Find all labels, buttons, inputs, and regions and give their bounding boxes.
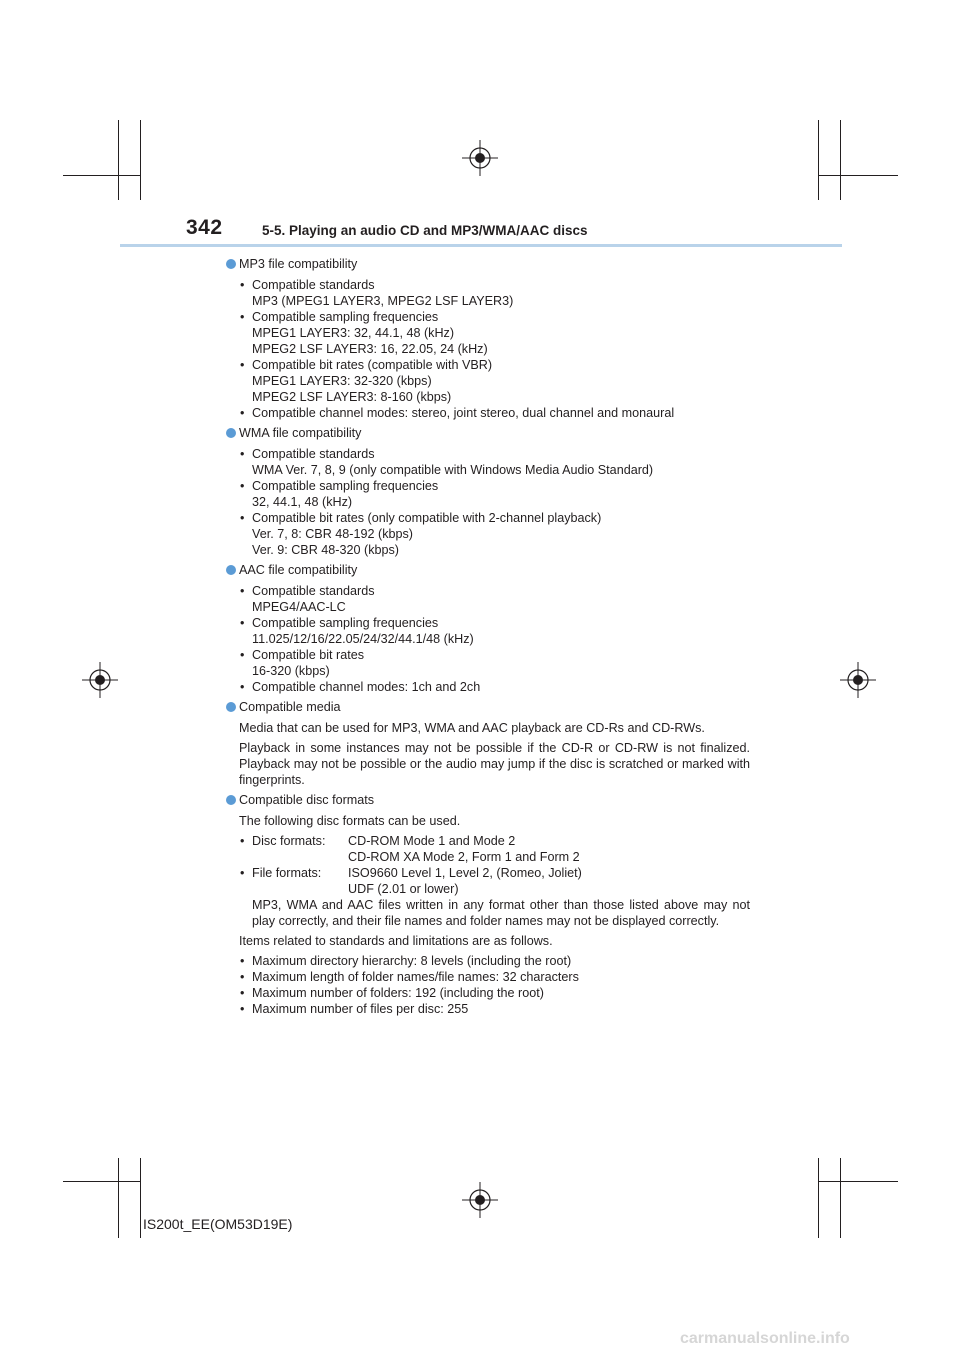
section-title: 5-5. Playing an audio CD and MP3/WMA/AAC discs (262, 223, 588, 238)
crop-mark (818, 1158, 819, 1238)
item-label: Compatible bit rates (compatible with VBR) (252, 358, 493, 372)
list-item: • Compatible standards WMA Ver. 7, 8, 9 (only compatible with Windows Media Audio Standard) (239, 446, 750, 478)
page-number: 342 (186, 216, 223, 239)
item-value: MPEG4/AAC-LC (252, 600, 346, 614)
item-value: MPEG2 LSF LAYER3: 16, 22.05, 24 (kHz) (252, 342, 488, 356)
list-item: • Compatible bit rates (only compatible with 2-channel playback) Ver. 7, 8: CBR 48-192 (kbps) Ver. 9: CBR 48-320 (kbps) (239, 510, 750, 558)
section-disc-formats (224, 792, 750, 1017)
crop-mark (818, 1181, 898, 1182)
list-item: • Compatible standards MPEG4/AAC-LC (239, 583, 750, 615)
paragraph: Items related to standards and limitations are as follows. (239, 934, 553, 948)
item-value: 16-320 (kbps) (252, 664, 330, 678)
item-label: Compatible standards (252, 278, 375, 292)
list-item: • Compatible channel modes: stereo, joint stereo, dual channel and monaural (239, 405, 750, 421)
limit-text: Maximum length of folder names/file names: 32 characters (252, 970, 579, 984)
watermark: carmanualsonline.info (680, 1330, 850, 1347)
registration-mark-icon (462, 1182, 498, 1218)
file-formats-label: File formats: (252, 866, 322, 880)
crop-mark (140, 1158, 141, 1238)
registration-mark-icon (462, 140, 498, 176)
crop-mark (140, 120, 141, 200)
list-item: • Compatible standards MP3 (MPEG1 LAYER3, MPEG2 LSF LAYER3) (239, 277, 750, 309)
bullet-dot-icon (226, 565, 236, 575)
section-title: Compatible disc formats (239, 793, 375, 807)
paragraph: The following disc formats can be used. (239, 814, 461, 828)
list-item: • Compatible sampling frequencies 32, 44.1, 48 (kHz) (239, 478, 750, 510)
document-code: IS200t_EE(OM53D19E) (143, 1216, 293, 1232)
list-item: • Compatible sampling frequencies MPEG1 LAYER3: 32, 44.1, 48 (kHz) MPEG2 LSF LAYER3: 16, 22.05, 24 (kHz) (239, 309, 750, 357)
item-value: WMA Ver. 7, 8, 9 (only compatible with Windows Media Audio Standard) (252, 463, 654, 477)
list-item: • Maximum length of folder names/file names: 32 characters (240, 970, 579, 984)
file-formats-value: UDF (2.01 or lower) (348, 882, 459, 896)
list-item: • Compatible channel modes: 1ch and 2ch (239, 679, 750, 695)
item-label: Compatible sampling frequencies (252, 479, 439, 493)
section-title: WMA file compatibility (239, 426, 362, 440)
paragraph: Playback in some instances may not be possible if the CD-R or CD-RW is not finalized. Playback may not be possible or the audio may jump if the disc is scratched or marked with fingerprints. (239, 741, 750, 787)
crop-mark (840, 1158, 841, 1238)
crop-mark (840, 120, 841, 200)
spec-section (224, 256, 750, 421)
bullet-dot-icon (226, 702, 236, 712)
item-value: 32, 44.1, 48 (kHz) (252, 495, 353, 509)
disc-formats-label: Disc formats: (252, 834, 326, 848)
item-label: Compatible standards (252, 584, 375, 598)
bullet-dot-icon (226, 428, 236, 438)
list-item: • Disc formats: CD-ROM Mode 1 and Mode 2 CD-ROM XA Mode 2, Form 1 and Form 2 (240, 834, 580, 864)
limit-text: Maximum number of files per disc: 255 (252, 1002, 469, 1016)
registration-mark-icon (82, 662, 118, 698)
spec-section (224, 562, 750, 695)
spec-section (224, 425, 750, 558)
list-item: • Maximum number of folders: 192 (including the root) (240, 986, 544, 1000)
limit-text: Maximum number of folders: 192 (including the root) (252, 986, 544, 1000)
section-compatible-media (224, 699, 750, 788)
item-value: Ver. 9: CBR 48-320 (kbps) (252, 543, 399, 557)
item-value: 11.025/12/16/22.05/24/32/44.1/48 (kHz) (252, 632, 474, 646)
list-item: • Compatible sampling frequencies 11.025/12/16/22.05/24/32/44.1/48 (kHz) (239, 615, 750, 647)
page-content (224, 256, 750, 1021)
spec-sections (224, 256, 750, 695)
bullet-dot-icon (226, 795, 236, 805)
crop-mark (63, 175, 141, 176)
item-value: Ver. 7, 8: CBR 48-192 (kbps) (252, 527, 414, 541)
paragraph: Media that can be used for MP3, WMA and AAC playback are CD-Rs and CD-RWs. (239, 721, 705, 735)
crop-mark (118, 1158, 119, 1238)
list-item: • Compatible bit rates (compatible with VBR) MPEG1 LAYER3: 32-320 (kbps) MPEG2 LSF LAYER3: 8-160 (kbps) (239, 357, 750, 405)
item-label: Compatible bit rates (only compatible with 2-channel playback) (252, 511, 602, 525)
crop-mark (118, 120, 119, 200)
item-label: Compatible channel modes: 1ch and 2ch (252, 680, 481, 694)
list-item: • Maximum number of files per disc: 255 (240, 1002, 469, 1016)
item-label: Compatible sampling frequencies (252, 310, 439, 324)
item-value: MP3 (MPEG1 LAYER3, MPEG2 LSF LAYER3) (252, 294, 514, 308)
bullet-dot-icon (226, 259, 236, 269)
registration-mark-icon (840, 662, 876, 698)
list-item: • Compatible bit rates 16-320 (kbps) (239, 647, 750, 679)
header-rule (120, 244, 842, 247)
item-label: Compatible sampling frequencies (252, 616, 439, 630)
file-formats-value: ISO9660 Level 1, Level 2, (Romeo, Joliet) (348, 866, 582, 880)
list-item: • File formats: ISO9660 Level 1, Level 2, (Romeo, Joliet) UDF (2.01 or lower) (240, 866, 582, 896)
crop-mark (818, 175, 898, 176)
paragraph: MP3, WMA and AAC files written in any format other than those listed above may not play correctly, and their file names and folder names may not be displayed correctly. (252, 898, 750, 928)
disc-formats-value: CD-ROM XA Mode 2, Form 1 and Form 2 (348, 850, 580, 864)
disc-formats-value: CD-ROM Mode 1 and Mode 2 (348, 834, 516, 848)
list-item: • Maximum directory hierarchy: 8 levels (including the root) (240, 954, 572, 968)
item-value: MPEG1 LAYER3: 32, 44.1, 48 (kHz) (252, 326, 455, 340)
section-title: AAC file compatibility (239, 563, 358, 577)
item-label: Compatible channel modes: stereo, joint stereo, dual channel and monaural (252, 406, 675, 420)
crop-mark (818, 120, 819, 200)
item-label: Compatible bit rates (252, 648, 364, 662)
item-value: MPEG2 LSF LAYER3: 8-160 (kbps) (252, 390, 452, 404)
limits-list (239, 953, 750, 1017)
item-label: Compatible standards (252, 447, 375, 461)
crop-mark (63, 1181, 141, 1182)
section-title: MP3 file compatibility (239, 257, 358, 271)
item-value: MPEG1 LAYER3: 32-320 (kbps) (252, 374, 432, 388)
limit-text: Maximum directory hierarchy: 8 levels (including the root) (252, 954, 572, 968)
section-title: Compatible media (239, 700, 341, 714)
